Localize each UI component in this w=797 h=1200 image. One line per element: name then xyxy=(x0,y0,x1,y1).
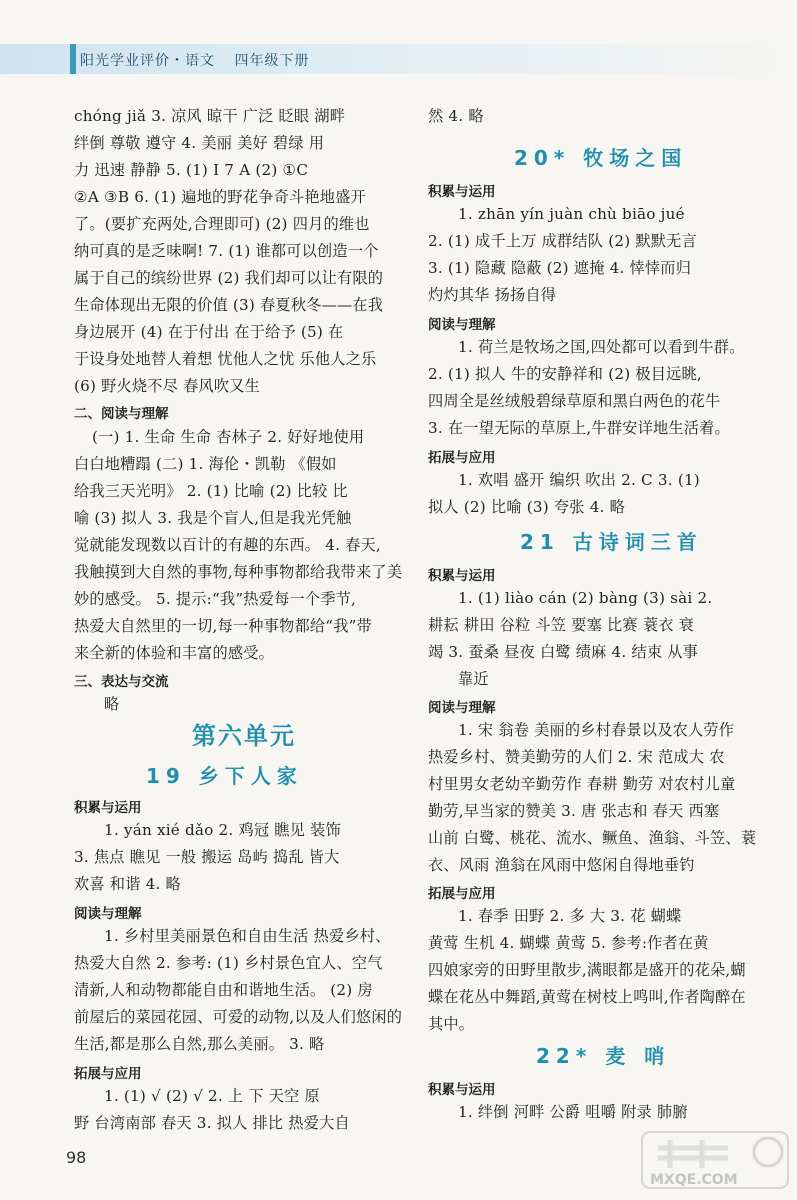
answer-line: 1. yán xié dǎo 2. 鸡冠 瞧见 装饰 xyxy=(104,821,341,839)
answer-line: 拟人 (2) 比喻 (3) 夸张 4. 略 xyxy=(428,498,625,516)
answer-line: 于设身处地替人着想 忧他人之忧 乐他人之乐 xyxy=(74,350,377,368)
answer-line: 灼灼其华 扬扬自得 xyxy=(428,286,557,304)
answer-line: 勤劳,早当家的赞美 3. 唐 张志和 春天 西塞 xyxy=(428,802,720,820)
answer-line: 1. 欢唱 盛开 编织 吹出 2. C 3. (1) xyxy=(458,471,700,489)
answer-line: 来全新的体验和丰富的感受。 xyxy=(74,644,275,662)
answer-line: 绊倒 尊敬 遵守 4. 美丽 美好 碧绿 用 xyxy=(74,134,325,152)
answer-line: 1. zhān yín juàn chù biāo jué xyxy=(458,205,685,223)
answer-line: 欢喜 和谐 4. 略 xyxy=(74,875,181,893)
answer-line: 1. 乡村里美丽景色和自由生活 热爱乡村、 xyxy=(104,927,391,945)
answer-line: 1. (1) liào cán (2) bàng (3) sài 2. xyxy=(458,589,713,607)
section-heading: 积累与运用 xyxy=(428,1082,496,1098)
answer-line: 2. (1) 成千上万 成群结队 (2) 默默无言 xyxy=(428,232,697,250)
answer-line: 1. 荷兰是牧场之国,四处都可以看到牛群。 xyxy=(458,338,745,356)
answer-line: 1. 宋 翁卷 美丽的乡村春景以及农人劳作 xyxy=(458,721,735,739)
answer-line: 其中。 xyxy=(428,1015,475,1033)
answer-line: 靠近 xyxy=(458,670,489,688)
lesson-title: 19 乡下人家 xyxy=(146,764,303,788)
answer-line: 然 4. 略 xyxy=(428,107,484,125)
answer-line: 野 台湾南部 春天 3. 拟人 排比 热爱大自 xyxy=(74,1114,350,1132)
unit-title: 第六单元 xyxy=(192,722,296,750)
answer-line: 1. (1) √ (2) √ 2. 上 下 天空 原 xyxy=(104,1087,320,1105)
answer-line: 热爱大自然 2. 参考: (1) 乡村景色宜人、空气 xyxy=(74,954,383,972)
answer-line: 山前 白鹭、桃花、流水、鳜鱼、渔翁、斗笠、蓑 xyxy=(428,829,757,847)
answer-line: 力 迅速 静静 5. (1) Ⅰ 7 A (2) ①C xyxy=(74,161,309,179)
page-number: 98 xyxy=(66,1148,87,1167)
section-heading: 阅读与理解 xyxy=(74,906,142,922)
answer-line: 竭 3. 蚕桑 昼夜 白鹭 绩麻 4. 结束 从事 xyxy=(428,643,699,661)
section-heading: 阅读与理解 xyxy=(428,700,496,716)
answer-line: 生命体现出无限的价值 (3) 春夏秋冬——在我 xyxy=(74,296,384,314)
answer-line: 3. 焦点 瞧见 一般 搬运 岛屿 捣乱 皆大 xyxy=(74,848,340,866)
answer-line: 热爱乡村、赞美勤劳的人们 2. 宋 范成大 农 xyxy=(428,748,725,766)
answer-line: 属于自己的缤纷世界 (2) 我们却可以让有限的 xyxy=(74,269,384,287)
answer-line: 前屋后的菜园花园、可爱的动物,以及人们悠闲的 xyxy=(74,1008,403,1026)
book-series: 阳光学业评价・语文 xyxy=(80,53,215,69)
section-heading: 拓展与应用 xyxy=(74,1066,142,1082)
lesson-title: 20* 牧场之国 xyxy=(514,146,688,170)
answer-line: 妙的感受。 5. 提示:“我”热爱每一个季节, xyxy=(74,590,357,608)
answer-line: 四娘家旁的田野里散步,满眼都是盛开的花朵,蝴 xyxy=(428,961,746,979)
answer-line: 热爱大自然里的一切,每一种事物都给“我”带 xyxy=(74,617,372,635)
answer-line: 1. 春季 田野 2. 多 大 3. 花 蝴蝶 xyxy=(458,907,682,925)
answer-line: (6) 野火烧不尽 春风吹又生 xyxy=(74,377,261,395)
section-heading: 二、阅读与理解 xyxy=(74,406,169,422)
svg-text:MXQE.COM: MXQE.COM xyxy=(650,1172,738,1188)
answer-line: 觉就能发现数以百计的有趣的东西。 4. 春天, xyxy=(74,536,381,554)
answer-line: ②A ③B 6. (1) 遍地的野花争奇斗艳地盛开 xyxy=(74,188,366,206)
lesson-title: 22* 麦 哨 xyxy=(536,1044,671,1068)
answer-line: 我触摸到大自然的事物,每种事物都给我带来了美 xyxy=(74,563,403,581)
answer-line: (一) 1. 生命 生命 杏林子 2. 好好地使用 xyxy=(92,428,365,446)
section-heading: 积累与运用 xyxy=(428,568,496,584)
answer-line: 黄莺 生机 4. 蝴蝶 黄莺 5. 参考:作者在黄 xyxy=(428,934,709,952)
answer-line: 蝶在花丛中舞蹈,黄莺在树枝上鸣叫,作者陶醉在 xyxy=(428,988,746,1006)
book-grade: 四年级下册 xyxy=(234,53,310,69)
section-heading: 阅读与理解 xyxy=(428,317,496,333)
answer-line: 白白地糟蹋 (二) 1. 海伦・凯勒 《假如 xyxy=(74,455,337,473)
answer-line: 3. 在一望无际的草原上,牛群安详地生活着。 xyxy=(428,419,730,437)
section-heading: 三、表达与交流 xyxy=(74,674,169,690)
answer-line: 村里男女老幼辛勤劳作 春耕 勤劳 对农村儿童 xyxy=(428,775,736,793)
answer-line: 纳可真的是乏味啊! 7. (1) 谁都可以创造一个 xyxy=(74,242,379,260)
section-heading: 拓展与应用 xyxy=(428,450,496,466)
watermark-logo xyxy=(640,1128,790,1192)
section-heading: 积累与运用 xyxy=(428,184,496,200)
header-accent-bar xyxy=(70,44,76,74)
answer-line: 清新,人和动物都能自由和谐地生活。 (2) 房 xyxy=(74,981,373,999)
lesson-title: 21 古诗词三首 xyxy=(520,530,703,554)
answer-line: 四周全是丝绒般碧绿草原和黑白两色的花牛 xyxy=(428,392,721,410)
answer-line: 生活,都是那么自然,那么美丽。 3. 略 xyxy=(74,1035,325,1053)
answer-line: 身边展开 (4) 在于付出 在于给予 (5) 在 xyxy=(74,323,344,341)
section-heading: 积累与运用 xyxy=(74,800,142,816)
answer-line: 给我三天光明》 2. (1) 比喻 (2) 比较 比 xyxy=(74,482,348,500)
answer-line: 衣、风雨 渔翁在风雨中悠闲自得地垂钓 xyxy=(428,856,695,874)
answer-line: 2. (1) 拟人 牛的安静祥和 (2) 极目远眺, xyxy=(428,365,702,383)
answer-line: chóng jiǎ 3. 凉风 晾干 广泛 眨眼 湖畔 xyxy=(74,107,346,125)
answer-line: 1. 绊倒 河畔 公爵 咀嚼 附录 肺腑 xyxy=(458,1103,688,1121)
running-header xyxy=(80,50,309,70)
section-heading: 拓展与应用 xyxy=(428,886,496,902)
answer-line: 了。(要扩充两处,合理即可) (2) 四月的维也 xyxy=(74,215,370,233)
answer-line: 略 xyxy=(104,695,120,713)
answer-line: 喻 (3) 拟人 3. 我是个盲人,但是我光凭触 xyxy=(74,509,352,527)
answer-line: 耕耘 耕田 谷粒 斗笠 要塞 比赛 蓑衣 衰 xyxy=(428,616,695,634)
answer-line: 3. (1) 隐藏 隐蔽 (2) 遮掩 4. 悻悻而归 xyxy=(428,259,692,277)
